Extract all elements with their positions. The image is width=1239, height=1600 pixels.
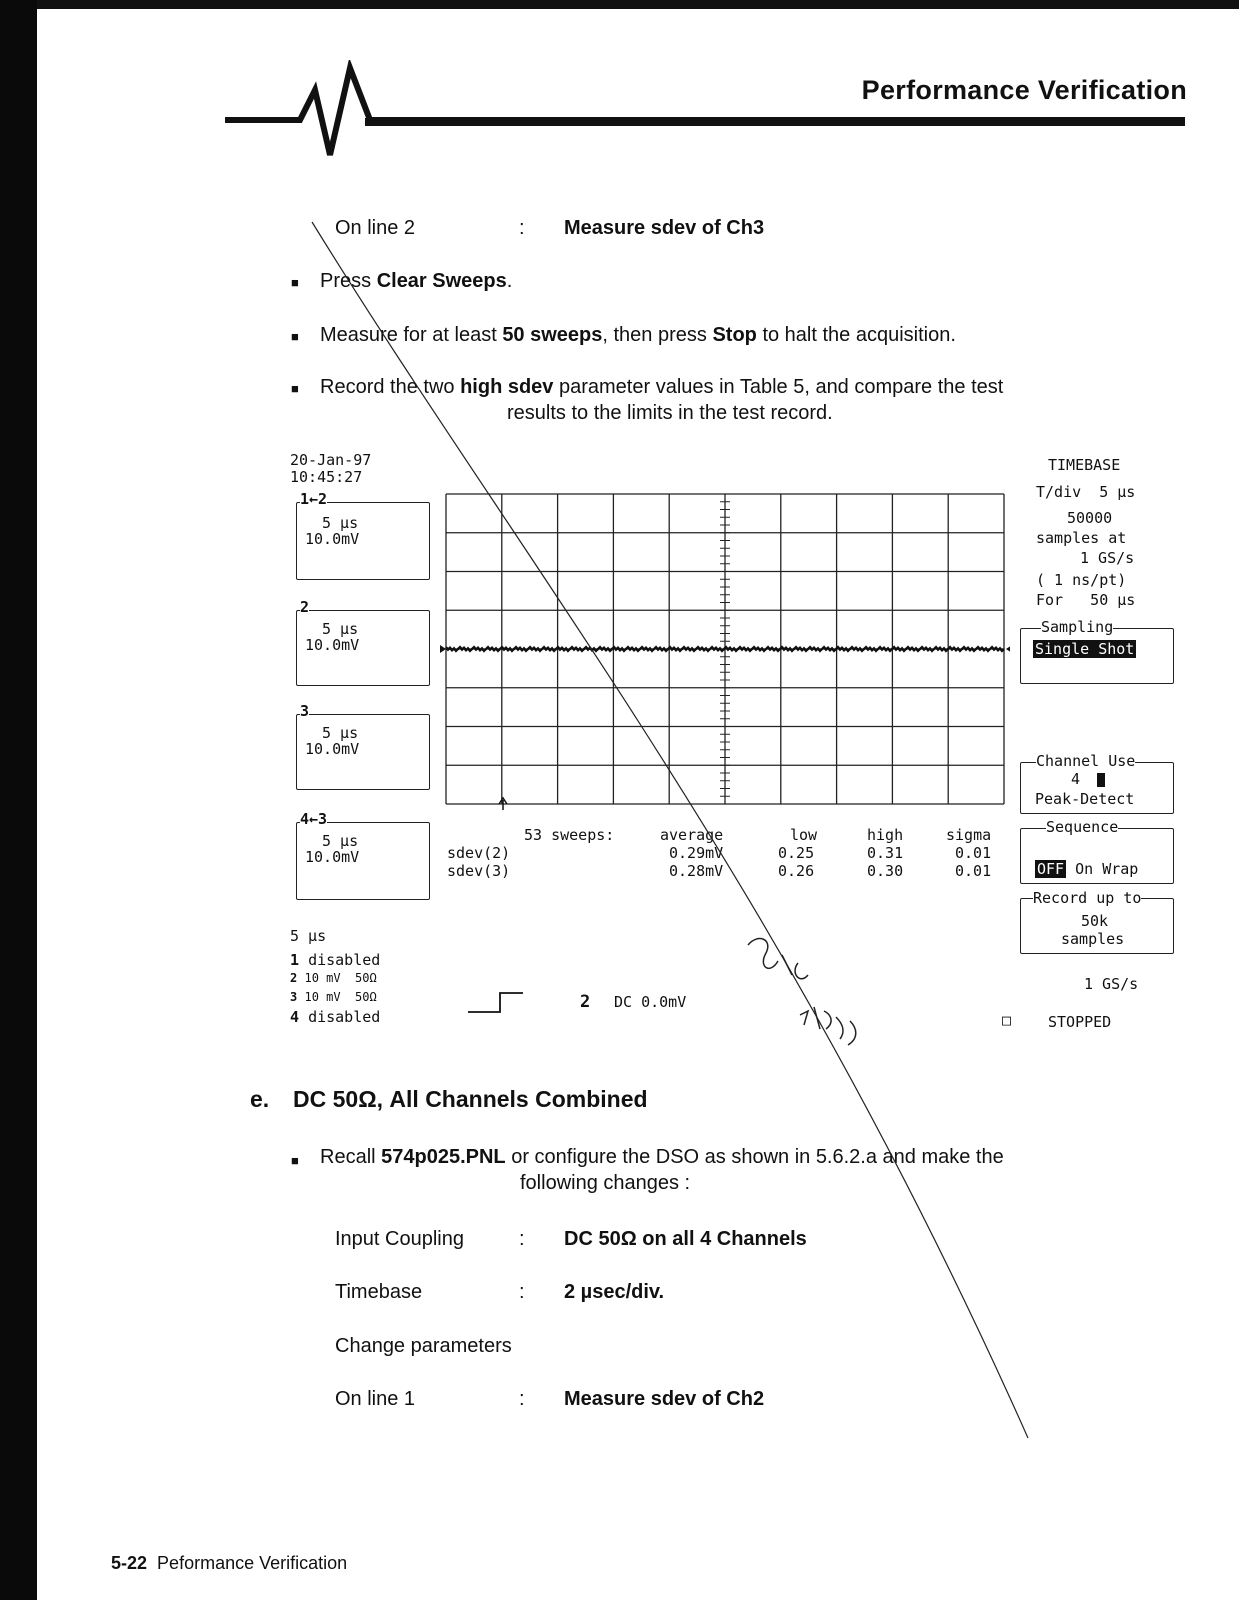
row-value: DC 50Ω on all 4 Channels (564, 1228, 807, 1250)
bullet-clear-sweeps: Press Clear Sweeps. (320, 270, 513, 292)
bullet-record-cont: results to the limits in the test record. (507, 402, 833, 424)
acq-status: STOPPED (1048, 1013, 1112, 1031)
timebase-title: TIMEBASE (1048, 456, 1121, 474)
stat-row-name: sdev(3) (447, 862, 511, 880)
sequence-softkey[interactable]: Sequence OFF On Wrap (1020, 828, 1174, 884)
bottom-time: 5 µs (290, 927, 327, 945)
record-softkey[interactable]: Record up to 50k samples (1020, 898, 1174, 954)
timebase-samples-at: samples at (1036, 529, 1127, 547)
stat-row-sigma: 0.01 (955, 862, 992, 880)
timebase-samples: 50000 (1067, 509, 1113, 527)
channel-list-item-1: 1 disabled (290, 951, 381, 969)
row-sep: : (519, 1281, 525, 1303)
sampling-softkey[interactable]: Sampling Single Shot (1020, 628, 1174, 684)
sweeps-count: 53 sweeps: (524, 826, 615, 844)
scope-date: 20-Jan-97 (290, 451, 372, 469)
bullet-record: Record the two high sdev parameter values in Table 5, and compare the test (320, 376, 1004, 398)
timebase-nspt: ( 1 ns/pt) (1036, 571, 1127, 589)
header-title: Performance Verification (861, 75, 1187, 105)
channel-box-2: 2 5 µs 10.0mV (296, 610, 430, 686)
channel-list-item-3: 3 10 mV 50Ω (290, 990, 377, 1004)
bullet-recall-cont: following changes : (520, 1172, 691, 1194)
row-sep: : (519, 1228, 525, 1250)
stat-row-high: 0.31 (867, 844, 904, 862)
section-letter: e. (250, 1086, 270, 1112)
stat-header-sigma: sigma (946, 826, 992, 844)
sampling-value: Single Shot (1035, 640, 1135, 658)
line2-sep: : (519, 217, 525, 239)
stat-row-low: 0.26 (778, 862, 815, 880)
stat-row-low: 0.25 (778, 844, 815, 862)
row-label: Change parameters (335, 1335, 512, 1357)
row-sep: : (519, 1388, 525, 1410)
channel-list-item-2: 2 10 mV 50Ω (290, 971, 377, 985)
trigger-channel: 2 (580, 992, 591, 1012)
channel-box-3: 3 5 µs 10.0mV (296, 714, 430, 790)
row-value: Measure sdev of Ch2 (564, 1388, 765, 1410)
line2-label: On line 2 (335, 217, 416, 239)
stat-row-sigma: 0.01 (955, 844, 992, 862)
timebase-for: For 50 µs (1036, 591, 1136, 609)
bullet-icon: ■ (291, 381, 299, 396)
line2-value: Measure sdev of Ch3 (564, 217, 765, 239)
scope-time: 10:45:27 (290, 468, 363, 486)
trigger-coupling: DC 0.0mV (614, 993, 687, 1011)
stopped-icon: □ (1002, 1011, 1012, 1029)
sequence-off: OFF (1037, 860, 1065, 878)
stat-row-name: sdev(2) (447, 844, 511, 862)
timebase-rate: 1 GS/s (1080, 549, 1135, 567)
channel-box-1: 1←2 5 µs 10.0mV (296, 502, 430, 580)
section-title: DC 50Ω, All Channels Combined (293, 1086, 648, 1112)
row-label: Input Coupling (335, 1228, 464, 1250)
stat-header-high: high (867, 826, 904, 844)
channel-box-4: 4←3 5 µs 10.0mV (296, 822, 430, 900)
stat-header-low: low (790, 826, 818, 844)
footer: 5-22 Peformance Verification (111, 1553, 348, 1573)
timebase-tdiv: T/div 5 µs (1036, 483, 1136, 501)
rate-bottom: 1 GS/s (1084, 975, 1139, 993)
bullet-icon: ■ (291, 329, 299, 344)
stat-header-average: average (660, 826, 724, 844)
bullet-recall: Recall 574p025.PNL or configure the DSO as shown in 5.6.2.a and make the (320, 1146, 1004, 1168)
bullet-measure: Measure for at least 50 sweeps, then press Stop to halt the acquisition. (320, 324, 956, 346)
bullet-icon: ■ (291, 1153, 299, 1168)
channel-use-softkey[interactable]: Channel Use 4 Peak-Detect (1020, 762, 1174, 814)
row-label: On line 1 (335, 1388, 416, 1410)
stat-row-high: 0.30 (867, 862, 904, 880)
channel-list-item-4: 4 disabled (290, 1008, 381, 1026)
bullet-icon: ■ (291, 275, 299, 290)
stat-row-average: 0.28mV (669, 862, 724, 880)
row-value: 2 µsec/div. (564, 1281, 665, 1303)
stat-row-average: 0.29mV (669, 844, 724, 862)
row-label: Timebase (335, 1281, 423, 1303)
